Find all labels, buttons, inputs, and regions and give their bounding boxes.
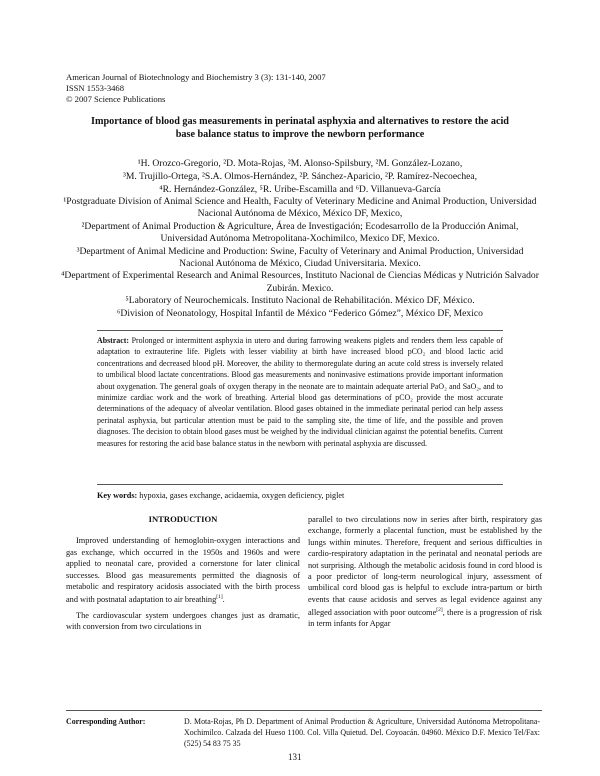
footer-rule: [66, 710, 542, 711]
keywords: [97, 490, 503, 501]
section-heading: INTRODUCTION: [148, 514, 218, 524]
paragraph: The cardiovascular system undergoes changes just as dramatic, with conversion from two circulations in: [66, 610, 300, 632]
author-line: ¹H. Orozco-Gregorio, ²D. Mota-Rojas, ²M. Alonso-Spilsbury, ²M. González-Lozano,: [137, 158, 463, 169]
right-column: [308, 514, 542, 634]
left-column: [66, 514, 300, 636]
affiliation-list: [60, 196, 540, 320]
keywords-label: Key words:: [97, 491, 138, 500]
abstract-bottom-rule: [97, 484, 503, 485]
affiliation: ³Department of Animal Medicine and Production: Swine, Faculty of Veterinary and Animal Production, Universidad Nacional Autónoma de México, Ciudad Universitaria. Mexico.: [76, 245, 524, 270]
author-line: ³M. Trujillo-Ortega, ²S.A. Olmos-Hernández, ²P. Sánchez-Aparicio, ²P. Ramírez-Necoechea,: [122, 171, 478, 182]
corresponding-text: D. Mota-Rojas, Ph D. Department of Animal Production & Agriculture, Universidad Autónoma Metropolitana-Xochimilco. Calzada del Hueso 1100. Col. Villa Quietud. Del. Coyoacán. 04960. México D.F. Mexico Tel/Fax: (525) 54 83 75 35: [184, 717, 540, 748]
abstract-label: Abstract:: [97, 336, 129, 345]
journal-copyright: © 2007 Science Publications: [66, 94, 166, 104]
page-number: 131: [288, 752, 302, 762]
paragraph: Improved understanding of hemoglobin-oxygen interactions and gas exchange, which occurred in the 1950s and 1960s and were applied to neonatal care, provided a cornerstone for later clinical successes. Blood gas measurements permitted the diagnosis of metabolic and respiratory acidosis associated with the birth process and with postnatal adaptation to air breathing[1].: [66, 536, 300, 605]
corresponding-label: Corresponding Author:: [66, 717, 146, 726]
paragraph: parallel to two circulations now in series after birth, respiratory gas exchange, formerly a placental function, must be established by the lungs within minutes. Therefore, frequent and serious difficulties in cardio-respiratory adaptation in the perinatal and neonatal periods are not surprising. Although the metabolic acidosis found in cord blood is a poor predictor of long-term neurological injury, assessment of umbilical cord blood gas is helpful to exclude intra-partum or birth events that cause acidosis and serves as legal evidence against any alleged association with poor outcome[2], there is a progression of risk in term infants for Apgar: [308, 515, 542, 629]
keywords-text: hypoxia, gases exchange, acidaemia, oxygen deficiency, piglet: [139, 491, 345, 500]
abstract-top-rule: [97, 330, 503, 331]
affiliation: ⁴Department of Experimental Research and Animal Resources, Instituto Nacional de Ciencias Médicas y Nutrición Salvador Zubirán. Mexico.: [61, 270, 539, 294]
citation-ref: [1]: [216, 594, 223, 601]
abstract: [97, 335, 503, 449]
affiliation: ¹Postgraduate Division of Animal Science and Health, Faculty of Veterinary Medicine and Animal Production, Universidad Nacional Autónoma de México, México DF, Mexico,: [63, 196, 537, 220]
paper-title: Importance of blood gas measurements in perinatal asphyxia and alternatives to restore the acid base balance status to improve the newborn performance: [91, 116, 509, 140]
citation-ref: [2]: [436, 607, 443, 614]
author-list: [70, 157, 530, 196]
affiliation: ⁵Laboratory of Neurochemicals. Instituto Nacional de Rehabilitación. México DF, México.: [125, 295, 475, 307]
affiliation: ²Department of Animal Production & Agriculture, Área de Investigación; Ecodesarrollo de la Producción Animal, Universidad Autónoma Metropolitana-Xochimilco, Mexico DF, Mexico.: [81, 220, 519, 245]
journal-header: [66, 72, 326, 105]
abstract-text: Prolonged or intermittent asphyxia in utero and during farrowing weakens piglets and renders them less capable of adaptation to extrauterine life. Piglets with lesser viability at birth have increased blood pCO₂ and blood lactic acid concentrations and decreased blood pH. Moreover, the ability to thermoregulate during an acute cold stress is inversely related to umbilical blood lactate concentrations. Blood gas measurements and noninvasive estimations provide important information about oxygenation. The general goals of oxygen therapy in the neonate are to maintain adequate arterial PaO₂ and SaO₂, and to minimize cardiac work and the work of breathing. Arterial blood gas determinations of pCO₂ provide the most accurate determinations of the adequacy of alveolar ventilation. Blood gases obtained in the immediate perinatal period can help assess perinatal asphyxia, but particular attention must be paid to the sampling site, the time of life, and the possible and proven diagnoses. The decision to obtain blood gases must be weighed by the individual clinician against the potential benefits. Current measures for restoring the acid base balance status in the newborn with perinatal asphyxia are discussed.: [97, 336, 503, 448]
affiliation: ⁶Division of Neonatology, Hospital Infantil de México “Federico Gómez”, México DF, Mexico: [117, 307, 483, 319]
author-line: ⁴R. Hernández-González, ⁵R. Uribe-Escamilla and ⁶D. Villanueva-García: [159, 184, 441, 195]
journal-issn: ISSN 1553-3468: [66, 83, 125, 93]
journal-citation: American Journal of Biotechnology and Biochemistry 3 (3): 131-140, 2007: [66, 72, 326, 82]
